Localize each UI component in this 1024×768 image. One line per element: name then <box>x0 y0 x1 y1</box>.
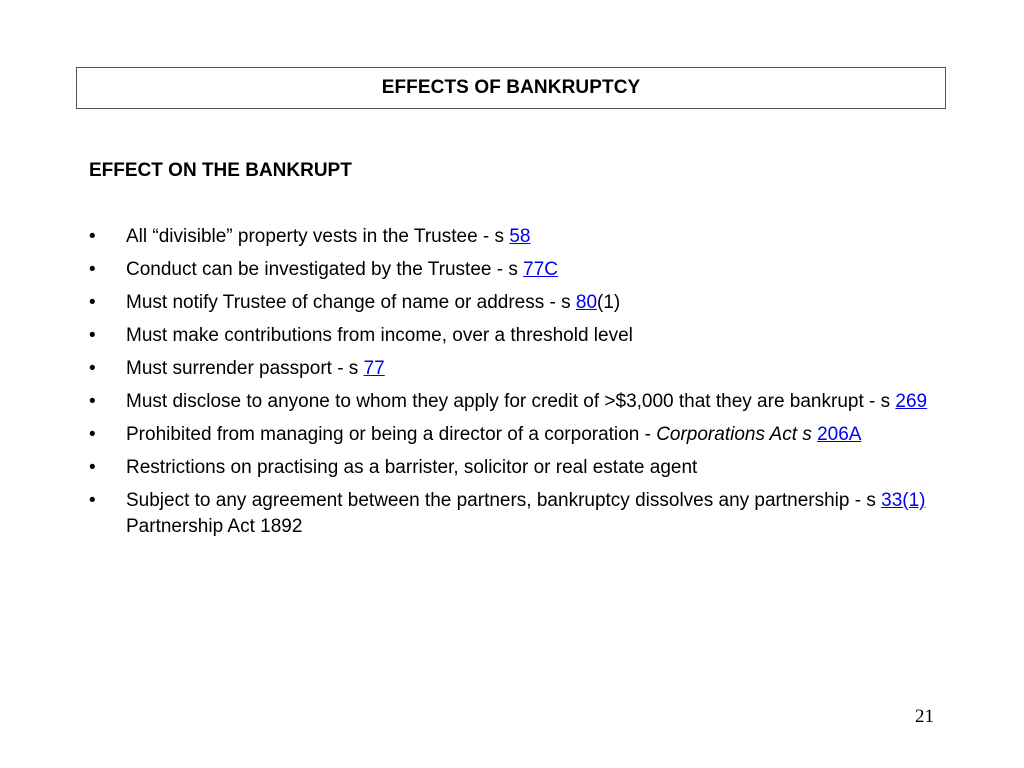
slide-title: EFFECTS OF BANKRUPTCY <box>381 77 641 98</box>
bullet-text: Conduct can be investigated by the Trustee - s <box>126 259 524 280</box>
slide-title-box <box>76 67 946 109</box>
section-link-33-1[interactable]: 33(1) <box>881 490 926 511</box>
bullet-list <box>89 224 939 547</box>
bullet-text: Restrictions on practising as a barrister, solicitor or real estate agent <box>126 457 698 478</box>
bullet-icon: • <box>89 259 96 280</box>
bullet-text: Must make contributions from income, over a threshold level <box>126 325 633 346</box>
section-link-80[interactable]: 80 <box>575 292 598 313</box>
page-number: 21 <box>915 706 934 727</box>
list-item <box>89 422 939 448</box>
bullet-icon: • <box>89 292 96 313</box>
bullet-icon: • <box>89 424 96 445</box>
bullet-icon: • <box>89 358 96 379</box>
bullet-text: Prohibited from managing or being a director of a corporation - <box>126 424 657 445</box>
list-item <box>89 488 939 540</box>
bullet-text: Must surrender passport - s <box>126 358 364 379</box>
list-item <box>89 356 939 382</box>
bullet-icon: • <box>89 457 96 478</box>
list-item <box>89 389 939 415</box>
bullet-icon: • <box>89 226 96 247</box>
bullet-text: All “divisible” property vests in the Trustee - s <box>126 226 510 247</box>
act-name-italic: Corporations Act s <box>656 424 812 445</box>
bullet-icon: • <box>89 325 96 346</box>
list-item <box>89 257 939 283</box>
bullet-text-suffix: (1) <box>597 292 621 313</box>
list-item <box>89 224 939 250</box>
section-link-77[interactable]: 77 <box>363 358 385 379</box>
section-link-77c[interactable]: 77C <box>523 259 558 280</box>
section-link-206a[interactable]: 206A <box>817 424 862 445</box>
list-item <box>89 323 939 349</box>
bullet-text: Subject to any agreement between the partners, bankruptcy dissolves any partnership - s <box>126 490 882 511</box>
bullet-text: Must notify Trustee of change of name or address - s <box>126 292 576 313</box>
list-item <box>89 455 939 481</box>
section-link-58[interactable]: 58 <box>509 226 531 247</box>
bullet-icon: • <box>89 391 96 412</box>
bullet-icon: • <box>89 490 96 511</box>
section-link-269[interactable]: 269 <box>895 391 928 412</box>
bullet-text: Must disclose to anyone to whom they apply for credit of >$3,000 that they are bankrupt - s <box>126 391 896 412</box>
section-heading: EFFECT ON THE BANKRUPT <box>89 160 352 181</box>
bullet-text-suffix: Partnership Act 1892 <box>126 516 303 537</box>
list-item <box>89 290 939 316</box>
